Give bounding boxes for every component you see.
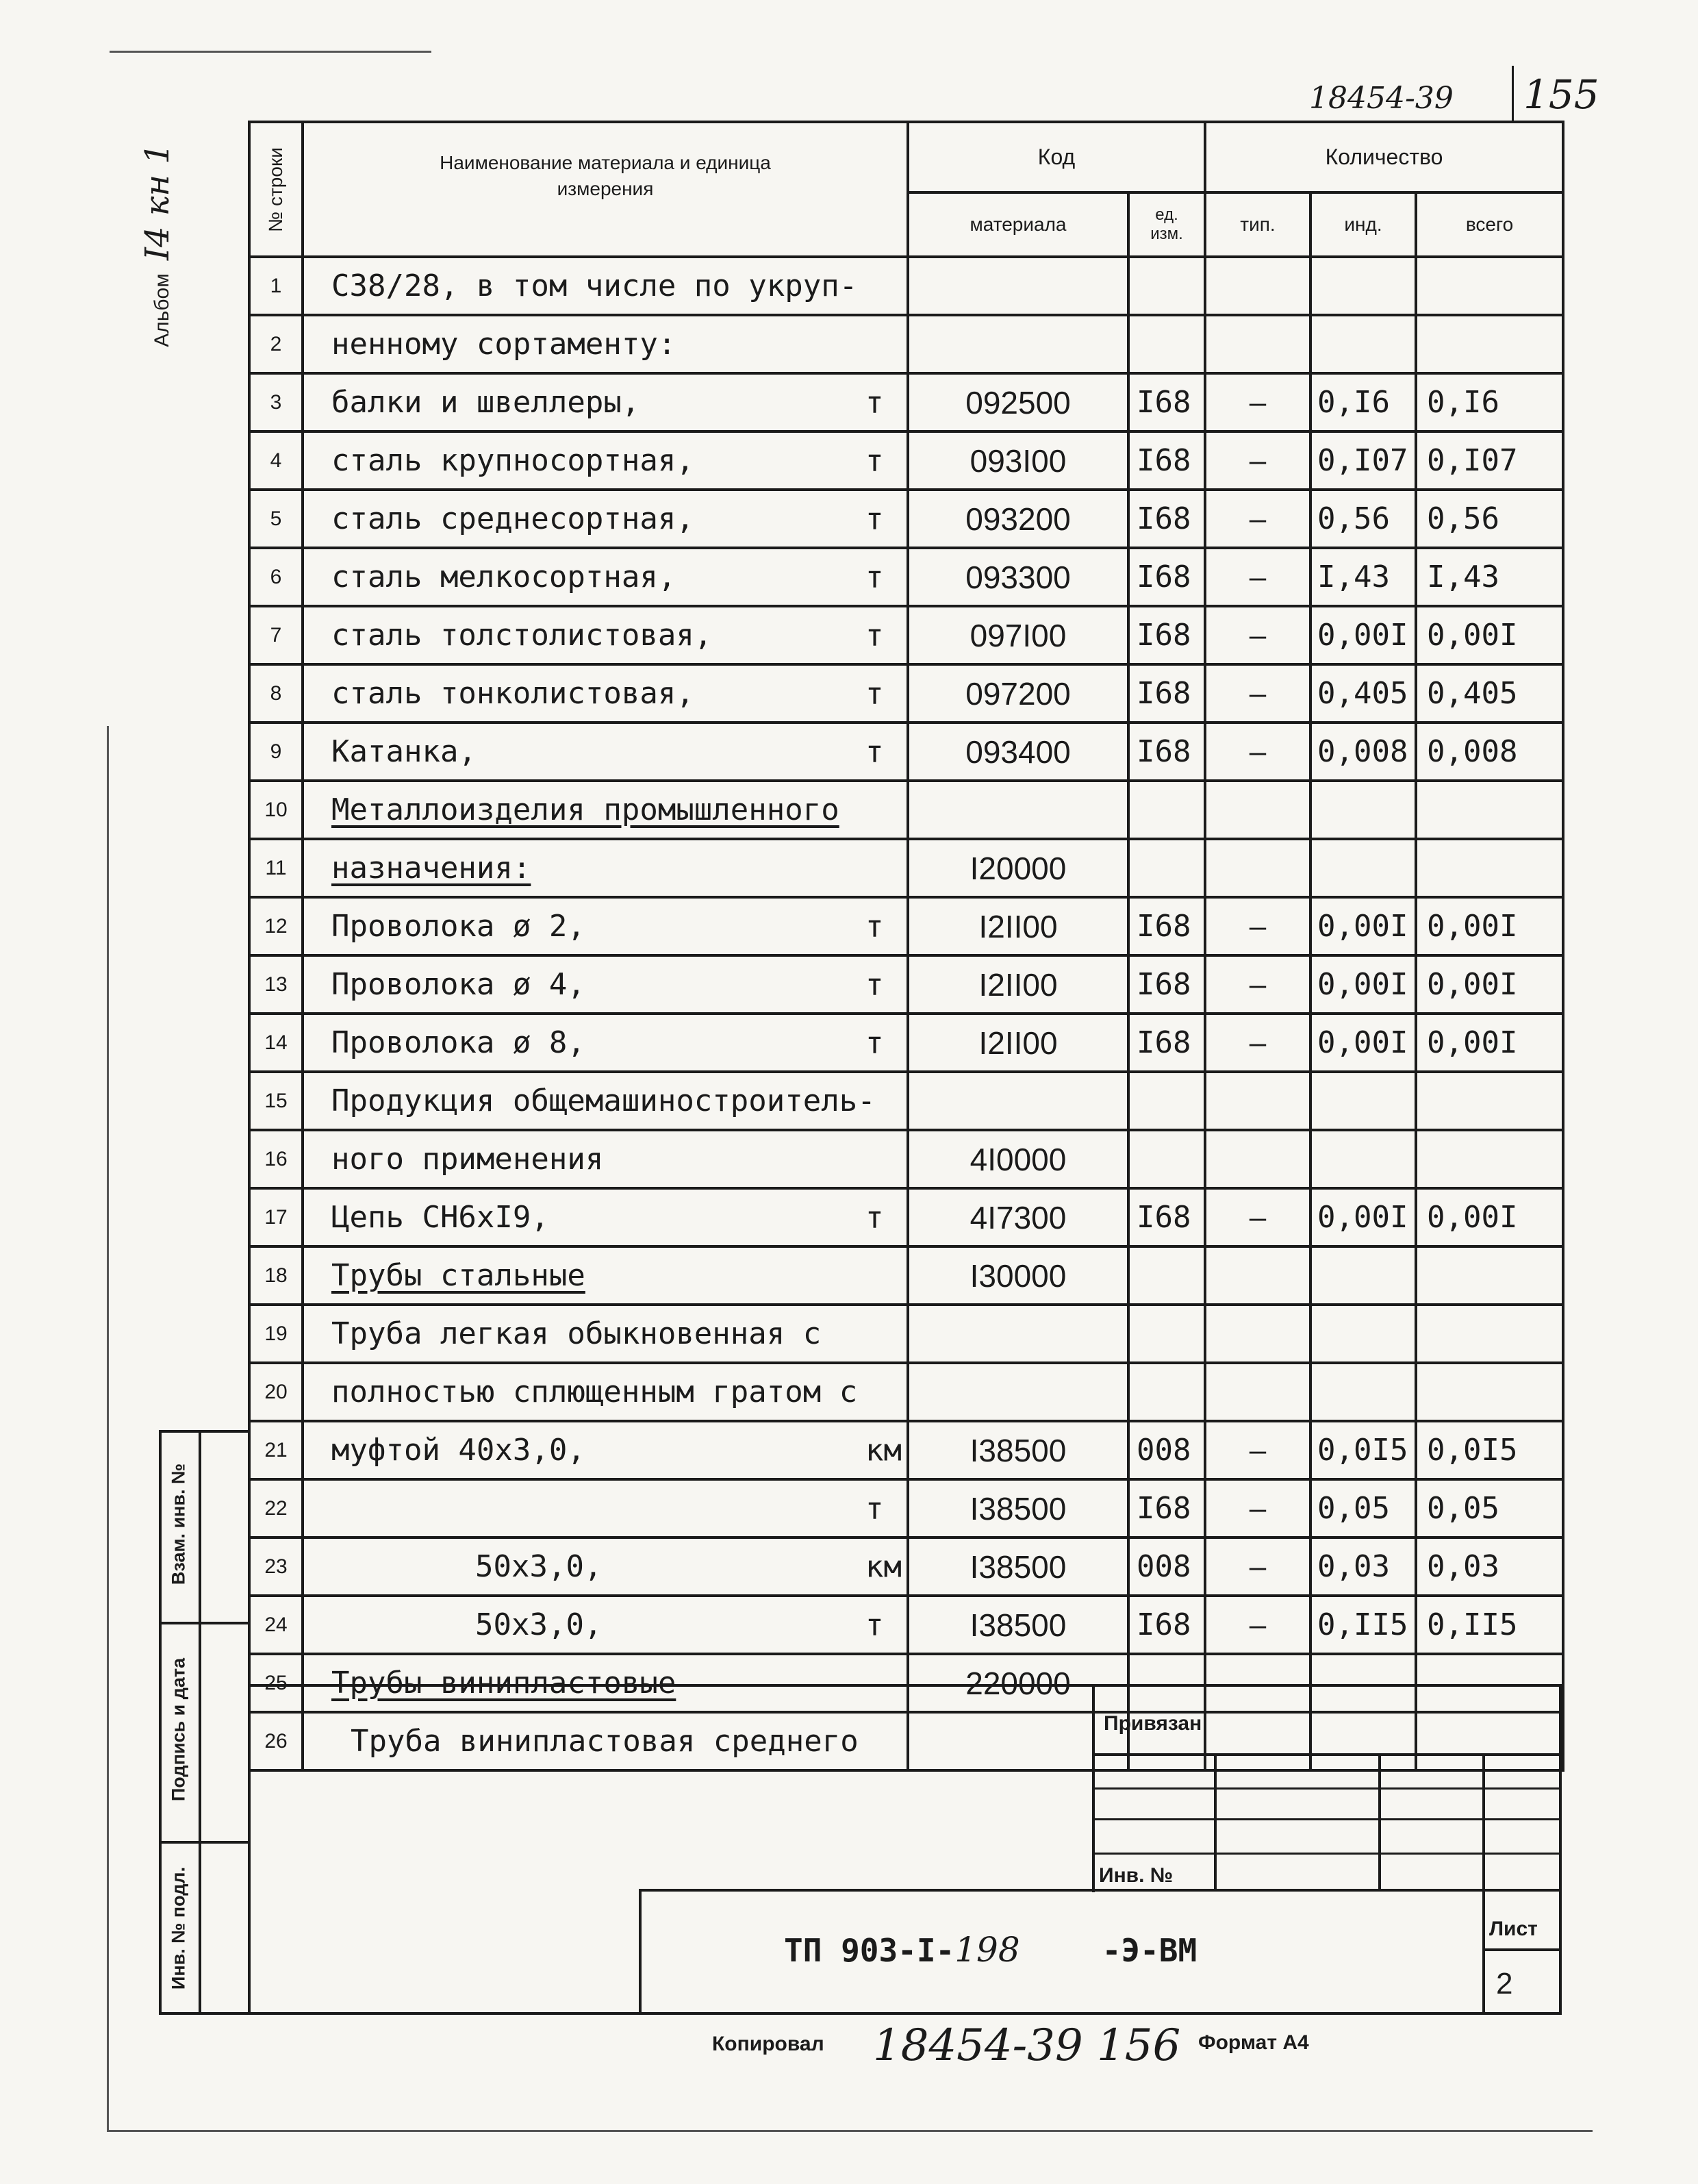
side-stamp-hline-1 <box>159 1622 251 1624</box>
unit-code: I68 <box>1128 664 1205 723</box>
qty-typ <box>1205 781 1310 839</box>
material-name: С38/28, в том числе по укруп- <box>303 257 908 315</box>
material-code <box>908 1363 1128 1421</box>
row-number: 4 <box>249 431 303 490</box>
qty-total: 0,00I <box>1416 897 1563 955</box>
unit-code: 008 <box>1128 1421 1205 1479</box>
qty-typ: – <box>1205 664 1310 723</box>
table-row <box>249 1188 1563 1246</box>
material-code: I30000 <box>908 1246 1128 1305</box>
table-row <box>249 664 1563 723</box>
qty-total <box>1416 1246 1563 1305</box>
header-qty-typ: тип. <box>1205 192 1310 257</box>
unit: т <box>865 734 884 769</box>
unit: т <box>865 560 884 594</box>
unit-code <box>1128 781 1205 839</box>
qty-total <box>1416 1305 1563 1363</box>
unit-code: I68 <box>1128 1596 1205 1654</box>
unit-code <box>1128 315 1205 373</box>
material-name: Труба винипластовая среднего <box>303 1712 908 1770</box>
material-name: сталь крупносортная, т <box>303 431 908 490</box>
qty-ind: 0,00I <box>1310 606 1416 664</box>
row-number: 21 <box>249 1421 303 1479</box>
qty-ind <box>1310 1072 1416 1130</box>
header-code-material: материала <box>908 192 1128 257</box>
material-name: сталь мелкосортная, т <box>303 548 908 606</box>
table-row <box>249 548 1563 606</box>
page-edge-bottom <box>107 2130 1593 2132</box>
qty-ind: 0,II5 <box>1310 1596 1416 1654</box>
table-row <box>249 1072 1563 1130</box>
row-number: 16 <box>249 1130 303 1188</box>
qty-typ: – <box>1205 1421 1310 1479</box>
qty-total: 0,00I <box>1416 606 1563 664</box>
table-row <box>249 315 1563 373</box>
unit-code <box>1128 1363 1205 1421</box>
qty-ind <box>1310 1363 1416 1421</box>
row-number: 11 <box>249 839 303 897</box>
table-row <box>249 1479 1563 1537</box>
qty-total <box>1416 315 1563 373</box>
material-code: I38500 <box>908 1537 1128 1596</box>
format-label: Формат А4 <box>1198 2031 1309 2054</box>
row-number: 18 <box>249 1246 303 1305</box>
table-row <box>249 955 1563 1014</box>
qty-total <box>1416 1363 1563 1421</box>
row-number: 13 <box>249 955 303 1014</box>
qty-ind: 0,0I5 <box>1310 1421 1416 1479</box>
unit-code: I68 <box>1128 1479 1205 1537</box>
material-code: 4I0000 <box>908 1130 1128 1188</box>
unit-code <box>1128 1305 1205 1363</box>
material-name: Проволока ø 2, т <box>303 897 908 955</box>
qty-typ <box>1205 257 1310 315</box>
material-code: 097I00 <box>908 606 1128 664</box>
unit: т <box>865 1491 884 1526</box>
row-number: 22 <box>249 1479 303 1537</box>
unit: т <box>865 1025 884 1060</box>
qty-ind <box>1310 1246 1416 1305</box>
row-number: 5 <box>249 490 303 548</box>
qty-ind: 0,008 <box>1310 723 1416 781</box>
sheet-hline <box>1482 1948 1562 1951</box>
specification-rows <box>249 257 1563 1770</box>
table-row <box>249 490 1563 548</box>
material-name: 50х3,0, т <box>303 1596 908 1654</box>
material-code <box>908 1072 1128 1130</box>
qty-typ: – <box>1205 897 1310 955</box>
material-code: 097200 <box>908 664 1128 723</box>
tied-line-1 <box>1092 1753 1562 1756</box>
qty-total: 0,405 <box>1416 664 1563 723</box>
qty-typ <box>1205 1305 1310 1363</box>
album-value: I4 кн 1 <box>138 143 177 261</box>
table-row <box>249 1537 1563 1596</box>
qty-ind: 0,I07 <box>1310 431 1416 490</box>
material-name: Цепь СН6хI9, т <box>303 1188 908 1246</box>
archive-number: 18454-39 <box>1309 81 1454 116</box>
unit-code: I68 <box>1128 897 1205 955</box>
qty-total: 0,00I <box>1416 1014 1563 1072</box>
unit: т <box>865 1607 884 1642</box>
table-row <box>249 373 1563 431</box>
row-number: 6 <box>249 548 303 606</box>
qty-typ: – <box>1205 723 1310 781</box>
copied-label: Копировал <box>712 2033 824 2055</box>
unit: км <box>865 1433 902 1468</box>
table-row <box>249 1363 1563 1421</box>
table-row <box>249 1305 1563 1363</box>
material-name: Трубы стальные <box>303 1246 908 1305</box>
qty-typ <box>1205 1246 1310 1305</box>
table-row <box>249 1421 1563 1479</box>
material-name: сталь тонколистовая, т <box>303 664 908 723</box>
row-number: 23 <box>249 1537 303 1596</box>
row-number: 2 <box>249 315 303 373</box>
header-qty-ind: инд. <box>1310 192 1416 257</box>
sheet-number-top: 155 <box>1523 71 1599 118</box>
header-name: Наименование материала и единица измерения <box>303 122 908 257</box>
qty-typ: – <box>1205 1014 1310 1072</box>
header-code-unit: ед. изм. <box>1128 192 1205 257</box>
material-name: сталь толстолистовая, т <box>303 606 908 664</box>
side-label-sign-date: Подпись и дата <box>168 1657 189 1802</box>
table-row <box>249 1130 1563 1188</box>
material-code <box>908 315 1128 373</box>
inv-no-label: Инв. № <box>1099 1864 1174 1887</box>
material-code: I38500 <box>908 1421 1128 1479</box>
material-name: ного применения <box>303 1130 908 1188</box>
material-code: 093200 <box>908 490 1128 548</box>
tied-line-3 <box>1092 1818 1562 1820</box>
material-name <box>303 1479 908 1537</box>
row-number: 10 <box>249 781 303 839</box>
unit: т <box>865 501 884 536</box>
qty-total <box>1416 1130 1563 1188</box>
sheet-vline <box>1482 1889 1485 2015</box>
table-row <box>249 1596 1563 1654</box>
qty-ind: 0,405 <box>1310 664 1416 723</box>
unit-code: I68 <box>1128 548 1205 606</box>
unit-code: I68 <box>1128 431 1205 490</box>
material-name: Проволока ø 8, т <box>303 1014 908 1072</box>
material-code <box>908 257 1128 315</box>
copied-hand: 18454-39 156 <box>873 2020 1181 2071</box>
side-label-inv-podl: Инв. № подл. <box>168 1866 189 1990</box>
qty-typ: – <box>1205 955 1310 1014</box>
qty-total: 0,00I <box>1416 1188 1563 1246</box>
qty-ind <box>1310 257 1416 315</box>
material-name: полностью сплющенным гратом с <box>303 1363 908 1421</box>
material-code: 092500 <box>908 373 1128 431</box>
scan-artifact-line <box>110 51 431 53</box>
qty-ind: 0,56 <box>1310 490 1416 548</box>
unit-code: I68 <box>1128 723 1205 781</box>
table-row <box>249 839 1563 897</box>
tied-vline-2 <box>1378 1753 1381 1892</box>
unit-code <box>1128 1130 1205 1188</box>
qty-typ <box>1205 315 1310 373</box>
material-name: Металлоизделия промышленного <box>303 781 908 839</box>
header-row-no: № строки <box>249 122 303 257</box>
qty-total: 0,I6 <box>1416 373 1563 431</box>
qty-ind: I,43 <box>1310 548 1416 606</box>
row-number: 26 <box>249 1712 303 1770</box>
material-code: I2II00 <box>908 1014 1128 1072</box>
tied-vline-1 <box>1214 1753 1217 1892</box>
material-name: Катанка, т <box>303 723 908 781</box>
material-code: I20000 <box>908 839 1128 897</box>
qty-typ <box>1205 839 1310 897</box>
qty-typ: – <box>1205 1479 1310 1537</box>
designation: ТП 903-I-198 -Э-ВМ <box>784 1930 1198 1970</box>
sheet-label: Лист <box>1489 1918 1538 1940</box>
qty-total: 0,03 <box>1416 1537 1563 1596</box>
material-code: I2II00 <box>908 897 1128 955</box>
unit: т <box>865 1200 884 1235</box>
qty-ind: 0,00I <box>1310 1014 1416 1072</box>
row-number: 15 <box>249 1072 303 1130</box>
qty-total: 0,0I5 <box>1416 1421 1563 1479</box>
row-number: 24 <box>249 1596 303 1654</box>
page-edge-left <box>107 726 109 2130</box>
sheet-value: 2 <box>1496 1967 1513 2000</box>
sheet-number-divider <box>1512 66 1514 121</box>
table-row <box>249 1014 1563 1072</box>
row-number: 17 <box>249 1188 303 1246</box>
row-number: 8 <box>249 664 303 723</box>
material-name: ненному сортаменту: <box>303 315 908 373</box>
tied-vline-3 <box>1482 1753 1485 1892</box>
qty-total <box>1416 781 1563 839</box>
unit: т <box>865 385 884 420</box>
qty-ind: 0,I6 <box>1310 373 1416 431</box>
qty-total: I,43 <box>1416 548 1563 606</box>
qty-typ <box>1205 1072 1310 1130</box>
qty-total <box>1416 839 1563 897</box>
tied-line-2 <box>1092 1787 1562 1790</box>
qty-total: 0,05 <box>1416 1479 1563 1537</box>
qty-ind <box>1310 1130 1416 1188</box>
material-code: 4I7300 <box>908 1188 1128 1246</box>
qty-ind: 0,00I <box>1310 1188 1416 1246</box>
qty-ind: 0,00I <box>1310 897 1416 955</box>
unit-code: I68 <box>1128 606 1205 664</box>
tied-label: Привязан <box>1104 1712 1202 1735</box>
album-label-group <box>89 123 226 356</box>
material-code <box>908 781 1128 839</box>
material-code: I38500 <box>908 1479 1128 1537</box>
unit-code <box>1128 1072 1205 1130</box>
designation-hand: 198 <box>954 1930 1020 1970</box>
qty-ind <box>1310 315 1416 373</box>
row-number: 14 <box>249 1014 303 1072</box>
header-code: Код <box>908 122 1205 192</box>
table-row <box>249 781 1563 839</box>
qty-ind <box>1310 839 1416 897</box>
qty-ind <box>1310 1305 1416 1363</box>
row-number: 3 <box>249 373 303 431</box>
qty-ind: 0,03 <box>1310 1537 1416 1596</box>
row-number: 12 <box>249 897 303 955</box>
unit-code: I68 <box>1128 490 1205 548</box>
material-code: 093I00 <box>908 431 1128 490</box>
material-name: сталь среднесортная, т <box>303 490 908 548</box>
side-label-vzam: Взам. инв. № <box>168 1463 189 1585</box>
header-qty-total: всего <box>1416 192 1563 257</box>
row-number: 9 <box>249 723 303 781</box>
tied-line-4 <box>1092 1853 1562 1855</box>
material-name: Проволока ø 4, т <box>303 955 908 1014</box>
qty-total: 0,00I <box>1416 955 1563 1014</box>
unit-code: I68 <box>1128 1188 1205 1246</box>
qty-typ <box>1205 1363 1310 1421</box>
qty-ind: 0,05 <box>1310 1479 1416 1537</box>
material-name: Труба легкая обыкновенная с <box>303 1305 908 1363</box>
header-quantity: Количество <box>1205 122 1563 192</box>
table-row <box>249 897 1563 955</box>
qty-typ: – <box>1205 1188 1310 1246</box>
unit-code <box>1128 839 1205 897</box>
material-code: 093300 <box>908 548 1128 606</box>
qty-total <box>1416 1072 1563 1130</box>
row-number: 7 <box>249 606 303 664</box>
row-number: 19 <box>249 1305 303 1363</box>
unit-code: I68 <box>1128 955 1205 1014</box>
qty-total <box>1416 257 1563 315</box>
unit: т <box>865 618 884 653</box>
qty-ind: 0,00I <box>1310 955 1416 1014</box>
unit-code: I68 <box>1128 373 1205 431</box>
unit-code: I68 <box>1128 1014 1205 1072</box>
unit: т <box>865 909 884 944</box>
unit-code <box>1128 257 1205 315</box>
material-name: балки и швеллеры, т <box>303 373 908 431</box>
material-code: 093400 <box>908 723 1128 781</box>
unit: км <box>865 1549 902 1584</box>
qty-typ: – <box>1205 373 1310 431</box>
material-name: 50х3,0, км <box>303 1537 908 1596</box>
qty-total: 0,II5 <box>1416 1596 1563 1654</box>
material-code: 220000 <box>908 1654 1128 1712</box>
qty-typ: – <box>1205 606 1310 664</box>
qty-total: 0,I07 <box>1416 431 1563 490</box>
unit: т <box>865 967 884 1002</box>
qty-typ: – <box>1205 431 1310 490</box>
table-row <box>249 723 1563 781</box>
material-code: I38500 <box>908 1596 1128 1654</box>
unit-code: 008 <box>1128 1537 1205 1596</box>
row-number: 25 <box>249 1654 303 1712</box>
unit-code <box>1128 1246 1205 1305</box>
table-row <box>249 257 1563 315</box>
table-row <box>249 431 1563 490</box>
side-stamp-vline <box>199 1430 201 2015</box>
material-name: Трубы винипластовые <box>303 1654 908 1712</box>
specification-table <box>248 121 1564 1772</box>
qty-typ: – <box>1205 548 1310 606</box>
row-number: 1 <box>249 257 303 315</box>
table-row <box>249 1246 1563 1305</box>
qty-ind <box>1310 781 1416 839</box>
material-code: I2II00 <box>908 955 1128 1014</box>
qty-total: 0,008 <box>1416 723 1563 781</box>
material-name: Продукция общемашиностроитель- <box>303 1072 908 1130</box>
qty-typ <box>1205 1130 1310 1188</box>
material-name: назначения: <box>303 839 908 897</box>
qty-typ: – <box>1205 490 1310 548</box>
unit: т <box>865 676 884 711</box>
qty-typ: – <box>1205 1596 1310 1654</box>
row-number: 20 <box>249 1363 303 1421</box>
table-row <box>249 606 1563 664</box>
material-code <box>908 1305 1128 1363</box>
unit: т <box>865 443 884 478</box>
qty-total: 0,56 <box>1416 490 1563 548</box>
album-label: Альбом I4 кн 1 <box>138 143 177 347</box>
qty-typ: – <box>1205 1537 1310 1596</box>
material-name: муфтой 40х3,0, км <box>303 1421 908 1479</box>
